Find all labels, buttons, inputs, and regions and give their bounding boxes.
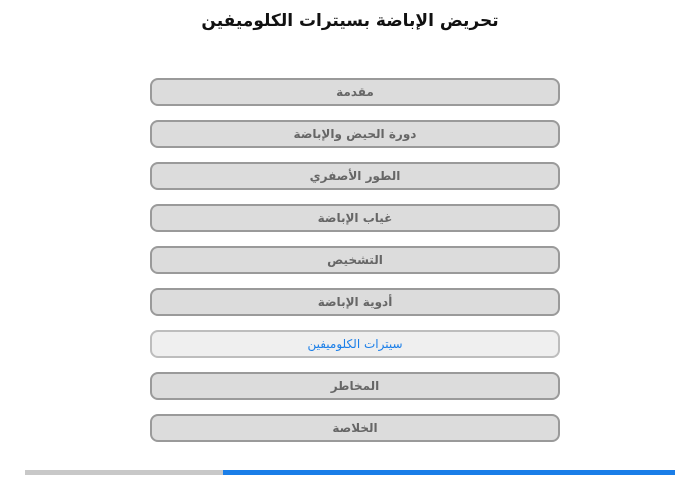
menu-item-ovulation-drugs[interactable]: أدوية الإباضة — [150, 288, 560, 316]
menu-item-introduction[interactable]: مقدمة — [150, 78, 560, 106]
progress-bar — [25, 470, 675, 475]
menu-item-menstrual-cycle[interactable]: دورة الحيض والإباضة — [150, 120, 560, 148]
chapter-menu — [150, 78, 560, 456]
menu-item-luteal-phase[interactable]: الطور الأصفري — [150, 162, 560, 190]
menu-item-summary[interactable]: الخلاصة — [150, 414, 560, 442]
progress-bar-fill — [223, 470, 675, 475]
menu-item-clomiphene-citrate[interactable]: سيترات الكلوميفين — [150, 330, 560, 358]
menu-item-risks[interactable]: المخاطر — [150, 372, 560, 400]
page-title: تحريض الإباضة بسيترات الكلوميفين — [201, 11, 499, 31]
menu-item-diagnosis[interactable]: التشخيص — [150, 246, 560, 274]
menu-item-anovulation[interactable]: غياب الإباضة — [150, 204, 560, 232]
